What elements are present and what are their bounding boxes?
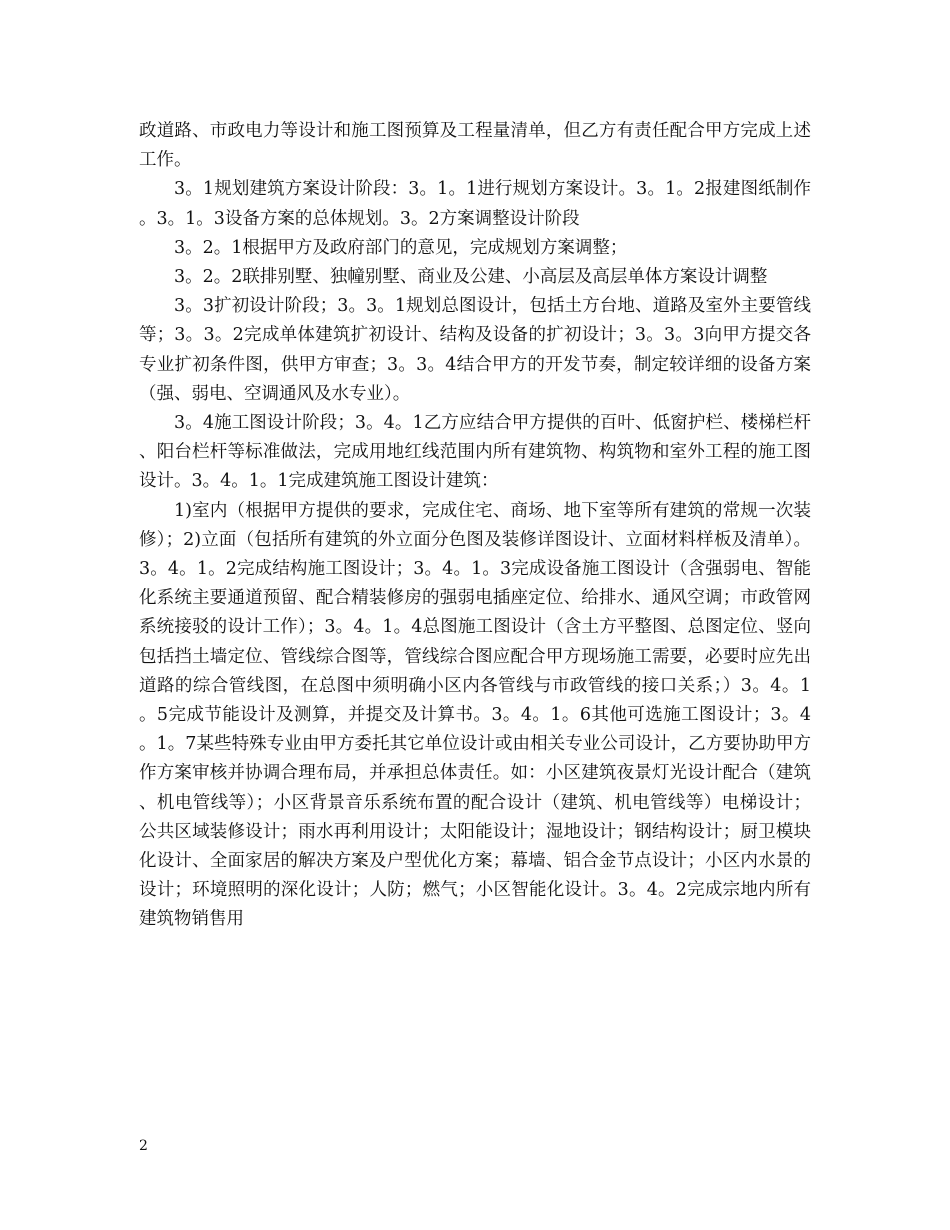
paragraph-3-1: 3。1规划建筑方案设计阶段：3。1。1进行规划方案设计。3。1。2报建图纸制作。3。1。3设备方案的总体规划。3。2方案调整设计阶段 xyxy=(139,179,811,229)
paragraph-3-4-details: 1)室内（根据甲方提供的要求，完成住宅、商场、地下室等所有建筑的常规一次装修）；2)立面（包括所有建筑的外立面分色图及装修详图设计、立面材料样板及清单）。3。4。1。2完成结构施工图设计；3。4。1。3完成设备施工图设计（含强弱电、智能化系统主要通道预留、配合精装修房的强弱电插座定位、给排水、通风空调；市政管网系统接驳的设计工作）；3。4。1。4总图施工图设计（含土方平整图、总图定位、竖向包括挡土墙定位、管线综合图等，管线综合图应配合甲方现场施工需要，必要时应先出道路的综合管线图，在总图中须明确小区内各管线与市政管线的接口关系；）3。4。1。5完成节能设计及测算，并提交及计算书。3。4。1。6其他可选施工图设计；3。4。1。7某些特殊专业由甲方委托其它单位设计或由相关专业公司设计，乙方要协助甲方作方案审核并协调合理布局，并承担总体责任。如：小区建筑夜景灯光设计配合（建筑、机电管线等）；小区背景音乐系统布置的配合设计（建筑、机电管线等）电梯设计；公共区域装修设计；雨水再利用设计；太阳能设计；湿地设计；钢结构设计；厨卫模块化设计、全面家居的解决方案及户型优化方案；幕墙、铝合金节点设计；小区内水景的设计；环境照明的深化设计；人防；燃气；小区智能化设计。3。4。2完成宗地内所有建筑物销售用 xyxy=(139,500,811,930)
document-body xyxy=(139,117,811,935)
paragraph-3-3: 3。3扩初设计阶段；3。3。1规划总图设计，包括土方台地、道路及室外主要管线等；3。3。2完成单体建筑扩初设计、结构及设备的扩初设计；3。3。3向甲方提交各专业扩初条件图，供甲方审查；3。3。4结合甲方的开发节奏，制定较详细的设备方案（强、弱电、空调通风及水专业）。 xyxy=(139,296,811,404)
paragraph-continuation: 政道路、市政电力等设计和施工图预算及工程量清单，但乙方有责任配合甲方完成上述工作。 xyxy=(139,121,811,171)
page-number: 2 xyxy=(139,1138,148,1154)
paragraph-3-2-1: 3。2。1根据甲方及政府部门的意见，完成规划方案调整； xyxy=(174,237,628,258)
paragraph-3-4: 3。4施工图设计阶段；3。4。1乙方应结合甲方提供的百叶、低窗护栏、楼梯栏杆、阳台栏杆等标准做法，完成用地红线范围内所有建筑物、构筑物和室外工程的施工图设计。3。4。1。1完成建筑施工图设计建筑： xyxy=(139,413,811,492)
paragraph-3-2-2: 3。2。2联排别墅、独幢别墅、商业及公建、小高层及高层单体方案设计调整 xyxy=(174,267,768,288)
